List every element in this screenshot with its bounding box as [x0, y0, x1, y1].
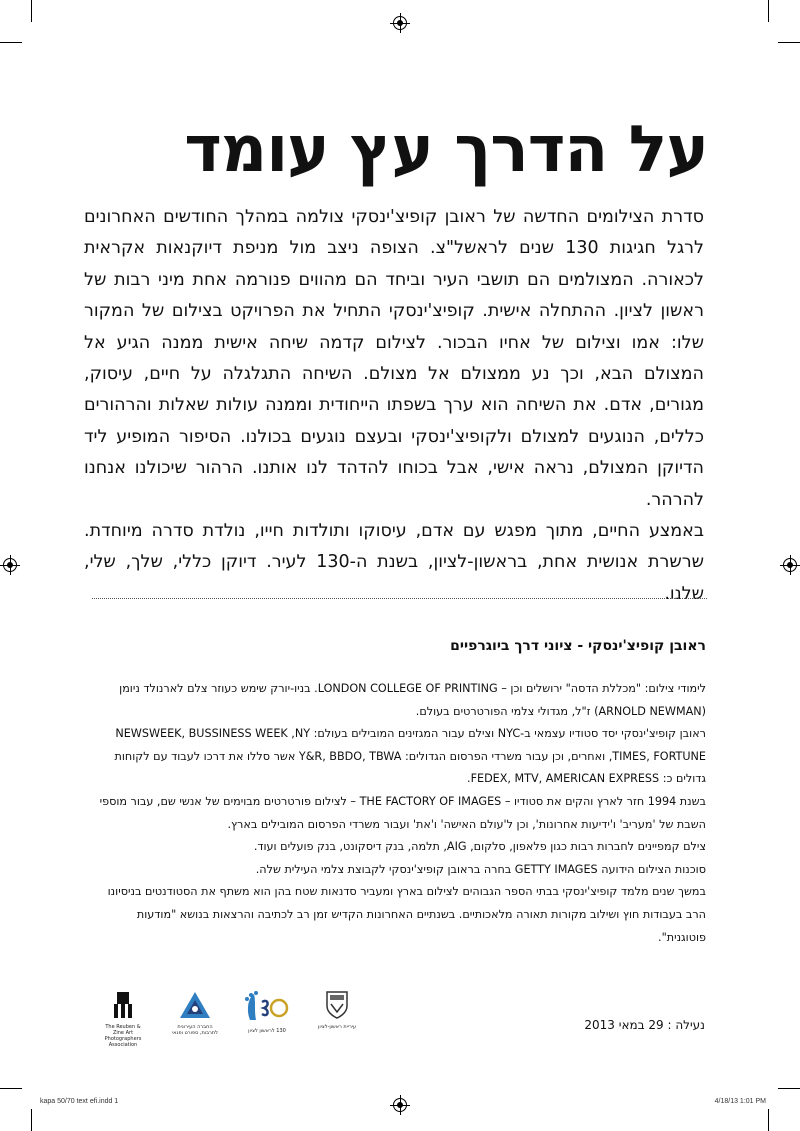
crop-mark-br-h: [778, 1088, 800, 1089]
bio-item: סוכנות הצילום הידועה GETTY IMAGES בחרה בראובן קופיצ'ינסקי לקבוצת צלמי העילית שלה.: [255, 862, 706, 876]
crop-mark-tl-v: [31, 0, 32, 22]
closing-date: נעילה : 29 במאי 2013: [584, 1018, 705, 1032]
bio-item: ראובן קופיצ'ינסקי יסד סטודיו עצמאי ב-NYC וצילם עבור המגזינים המובילים בעולם: NEWSWEEK, BUSSINESS WEEK ,NY TIMES, FORTUNE, ואחרים, וכן עבור משרדי הפרסום הגדולים: Y&R, BBDO, TBWA אשר סללו את דרכו לעבוד עם לקוחות גדולים כ: FEDEX, MTV, AMERICAN EXPRESS.: [114, 727, 706, 786]
page-title: על הדרך עץ עומד: [184, 113, 708, 187]
registration-mark-left-icon: [3, 558, 17, 572]
logo-caption: החברה העירונית לתרבות, ספורט ופנאי: [172, 1024, 218, 1036]
registration-mark-top-icon: [393, 16, 407, 30]
city-emblem-icon: [325, 990, 349, 1020]
dotted-divider: [92, 598, 707, 599]
slug-filename: kapa 50/70 text efi.indd 1: [40, 1098, 119, 1105]
culture-corp-logo: [168, 990, 222, 1036]
rishon-130-logo: [238, 990, 296, 1034]
museum-logo-icon: [110, 990, 136, 1020]
crop-mark-br-v: [768, 1109, 769, 1131]
intro-paragraph: באמצע החיים, מתוך מפגש עם אדם, עיסוקו ותולדות חייו, נולדת סדרה מיוחדת. שרשרת אנושית אחת, בראשון-לציון, בשנת ה-130 לעיר. דיוקן כללי, שלך, שלי, שלנו.: [84, 521, 704, 604]
bio-item: לימודי צילום: "מכללת הדסה" ירושלים וכן – LONDON COLLEGE OF PRINTING. בניו-יורק שימש כעוזר צלם לארנולד ניומן (ARNOLD NEWMAN) ז"ל, מגדולי צלמי הפורטרטים בעולם.: [119, 682, 706, 718]
bio-list: [94, 678, 706, 949]
logo-caption: The Reuben & Zine Art Photographers Association: [104, 1024, 142, 1048]
museum-logo: [100, 990, 146, 1048]
intro-paragraph: סדרת הצילומים החדשה של ראובן קופיצ'ינסקי צולמה במהלך החודשים האחרונים לרגל חגיגות 130 שנים לראשל"צ. הצופה ניצב מול מניפת דיוקנאות אקראית לכאורה. המצולמים הם תושבי העיר וביחד הם מהווים פנורמה אחת מיני רבות של ראשון לציון. ההתחלה אישית. קופיצ'ינסקי התחיל את הפרויקט בצילום של המקור שלו: אמו וצילום של אחיו הבכור. לצילום קדמה שיחה אישית ממנה הגיע אל המצולם הבא, וכך נע ממצולם אל מצולם. השיחה התגלגלה על חיים, עיסוק, מגורים, אדם. את השיחה הוא ערך בשפתו הייחודית וממנה עולות שאלות והרהורים כללים, הנוגעים למצולם ולקופיצ'ינסקי ובעצם נוגעים בכולנו. הסיפור המופיע ליד הדיוקן המצולם, נראה אישי, אבל בכוחו להדהד לנו אותנו. הרהור שיכולנו אנחנו להרהר.: [84, 207, 704, 510]
sponsor-logos: [100, 990, 360, 1050]
bio-item: בשנת 1994 חזר לארץ והקים את סטודיו – THE FACTORY OF IMAGES – לצילום פורטרטים מבוימים של אנשי שם, עבור מוספי השבת של 'מעריב' ו'ידיעות אחרונות', וכן ל'עולם האישה' ו'את' ועבור משרדי הפרסום המובילים בארץ.: [99, 794, 706, 831]
crop-mark-tr-v: [768, 0, 769, 22]
triangle-logo-icon: [178, 990, 212, 1020]
registration-mark-bottom-icon: [393, 1098, 407, 1112]
bio-item: צילם קמפיינים לחברות רבות כגון פלאפון, סלקום, AIG, תלמה, בנק דיסקונט, בנק פועלים ועוד.: [253, 840, 706, 854]
crop-mark-tr-h: [778, 42, 800, 43]
city-emblem-logo: [314, 990, 360, 1030]
bio-item: במשך שנים מלמד קופיצ'ינסקי בבתי הספר הגבוהים לצילום בארץ ומעביר סדנאות שטח בהן הוא משתף את הסטודנטים בניסיונו הרב בעבודות חוץ ושילוב מקורות תאורה מלאכותיים. בשנתיים האחרונות הקדיש זמן רב לכתיבה והרצאות בנושא "מודעות פוטוגנית".: [107, 885, 706, 944]
crop-mark-bl-h: [0, 1088, 22, 1089]
intro-text: [84, 202, 704, 610]
crop-mark-tl-h: [0, 42, 22, 43]
logo-caption: עיריית ראשון-לציון: [317, 1024, 357, 1030]
rishon-130-icon: [242, 990, 292, 1024]
slug-timestamp: 4/18/13 1:01 PM: [714, 1098, 766, 1105]
logo-caption: 130 לראשון לציון: [248, 1028, 286, 1034]
bio-heading: ראובן קופיצ'ינסקי - ציוני דרך ביוגרפיים: [450, 638, 706, 654]
crop-mark-bl-v: [31, 1109, 32, 1131]
registration-mark-right-icon: [783, 558, 797, 572]
